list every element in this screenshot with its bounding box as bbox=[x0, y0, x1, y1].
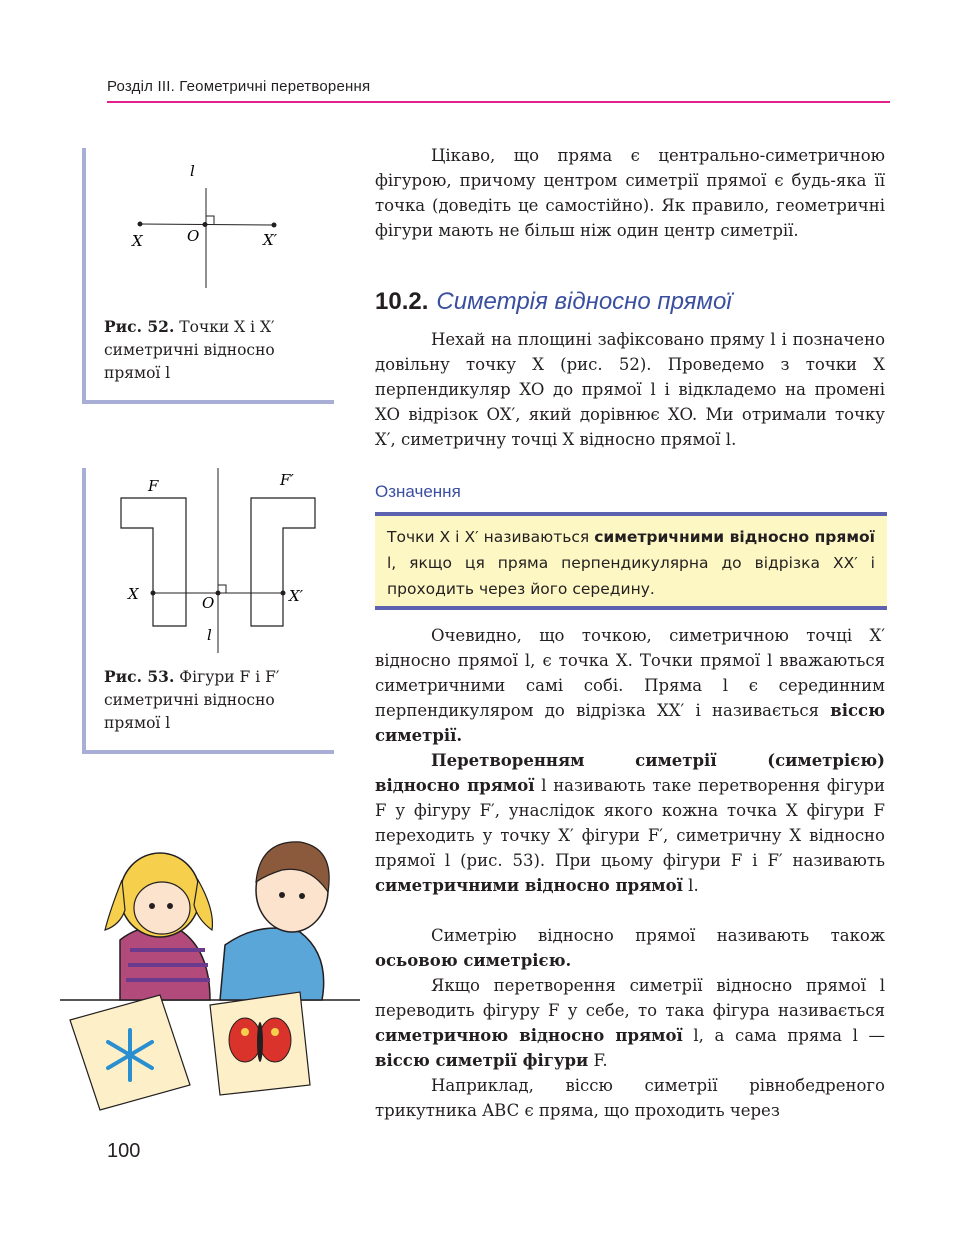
label-x: X bbox=[132, 232, 143, 250]
figure-f bbox=[121, 498, 186, 626]
section-number: 10.2. bbox=[375, 288, 429, 315]
definition-text: Точки X і X′ називаються симетричними відносно прямої l, якщо ця пряма перпендикулярна до відрізка XX′ і проходить через його середину. bbox=[387, 528, 875, 598]
point-x bbox=[151, 591, 156, 596]
paragraph-5: Якщо перетворення симетрії відносно прямої l переводить фігуру F у себе, то така фігура називається симетричною відносно прямої l, а сама пряма l — віссю симетрії фігури F. bbox=[375, 976, 885, 1070]
label-f-prime: F′ bbox=[280, 471, 294, 489]
point-x bbox=[138, 222, 143, 227]
figure-52-bottom-rule bbox=[82, 400, 334, 404]
point-o bbox=[203, 222, 208, 227]
paragraph-4: Симетрію відносно прямої називають також осьовою симетрією. bbox=[375, 926, 885, 970]
label-l: l bbox=[207, 626, 212, 644]
label-o: O bbox=[202, 594, 215, 612]
label-f: F bbox=[148, 477, 159, 495]
figure-52 bbox=[82, 148, 336, 404]
point-o bbox=[216, 591, 221, 596]
point-x-prime bbox=[272, 223, 277, 228]
definition-box bbox=[375, 512, 887, 610]
figure-52-caption: Рис. 52. Точки X і X′ симетричні відносно прямої l bbox=[104, 317, 275, 382]
paragraph-2: Очевидно, що точкою, симетричною точці X′ відносно прямої l, є точка X. Точки прямої l вважаються симетричними самі собі. Пряма l є серединним перпендикуляром до відрізка XX′ і називається віссю симетрії. bbox=[375, 626, 885, 745]
page-number: 100 bbox=[107, 1140, 141, 1162]
paragraph-6: Наприклад, віссю симетрії рівнобедреного трикутника ABC є пряма, що проходить через bbox=[375, 1076, 885, 1120]
definition-label: Означення bbox=[375, 482, 461, 501]
running-header: Розділ III. Геометричні перетворення bbox=[107, 78, 371, 95]
figure-53-diagram bbox=[86, 468, 336, 653]
label-l: l bbox=[190, 162, 195, 180]
label-o: O bbox=[187, 227, 200, 245]
label-x-prime: X′ bbox=[263, 231, 278, 249]
figure-53 bbox=[82, 468, 336, 754]
paragraph-1: Нехай на площині зафіксовано пряму l і позначено довільну точку X (рис. 52). Проведемо з точки X перпендикуляр XO до прямої l і відкладемо на промені XO відрізок OX′, який дорівнює XO. Ми отримали точку X′, симетричну точці X відносно прямої l. bbox=[375, 330, 885, 449]
section-heading bbox=[375, 288, 732, 316]
header-rule bbox=[107, 101, 890, 103]
section-title: Симетрія відносно прямої bbox=[436, 288, 732, 315]
intro-paragraph: Цікаво, що пряма є центрально-симетричною фігурою, причому центром симетрії прямої є будь-яка її точка (доведіть це самостійно). Як правило, геометричні фігури мають не більш ніж один центр симетрії. bbox=[375, 146, 885, 240]
figure-53-caption: Рис. 53. Фігури F і F′ симетричні відносно прямої l bbox=[104, 667, 280, 732]
figure-52-diagram bbox=[86, 148, 336, 308]
point-x-prime bbox=[281, 591, 286, 596]
figure-f-prime bbox=[251, 498, 315, 626]
label-x-prime: X′ bbox=[289, 587, 304, 605]
figure-53-bottom-rule bbox=[82, 750, 334, 754]
children-illustration bbox=[60, 820, 360, 1120]
label-x: X bbox=[128, 585, 139, 603]
paragraph-3: Перетворенням симетрії (симетрією) відносно прямої l називають таке перетворення фігури F у фігуру F′, унаслідок якого кожна точка X фігури F переходить у точку X′ фігури F′, симетричну X відносно прямої l (рис. 53). При цьому фігури F і F′ називають симетричними відносно прямої l. bbox=[375, 751, 885, 895]
